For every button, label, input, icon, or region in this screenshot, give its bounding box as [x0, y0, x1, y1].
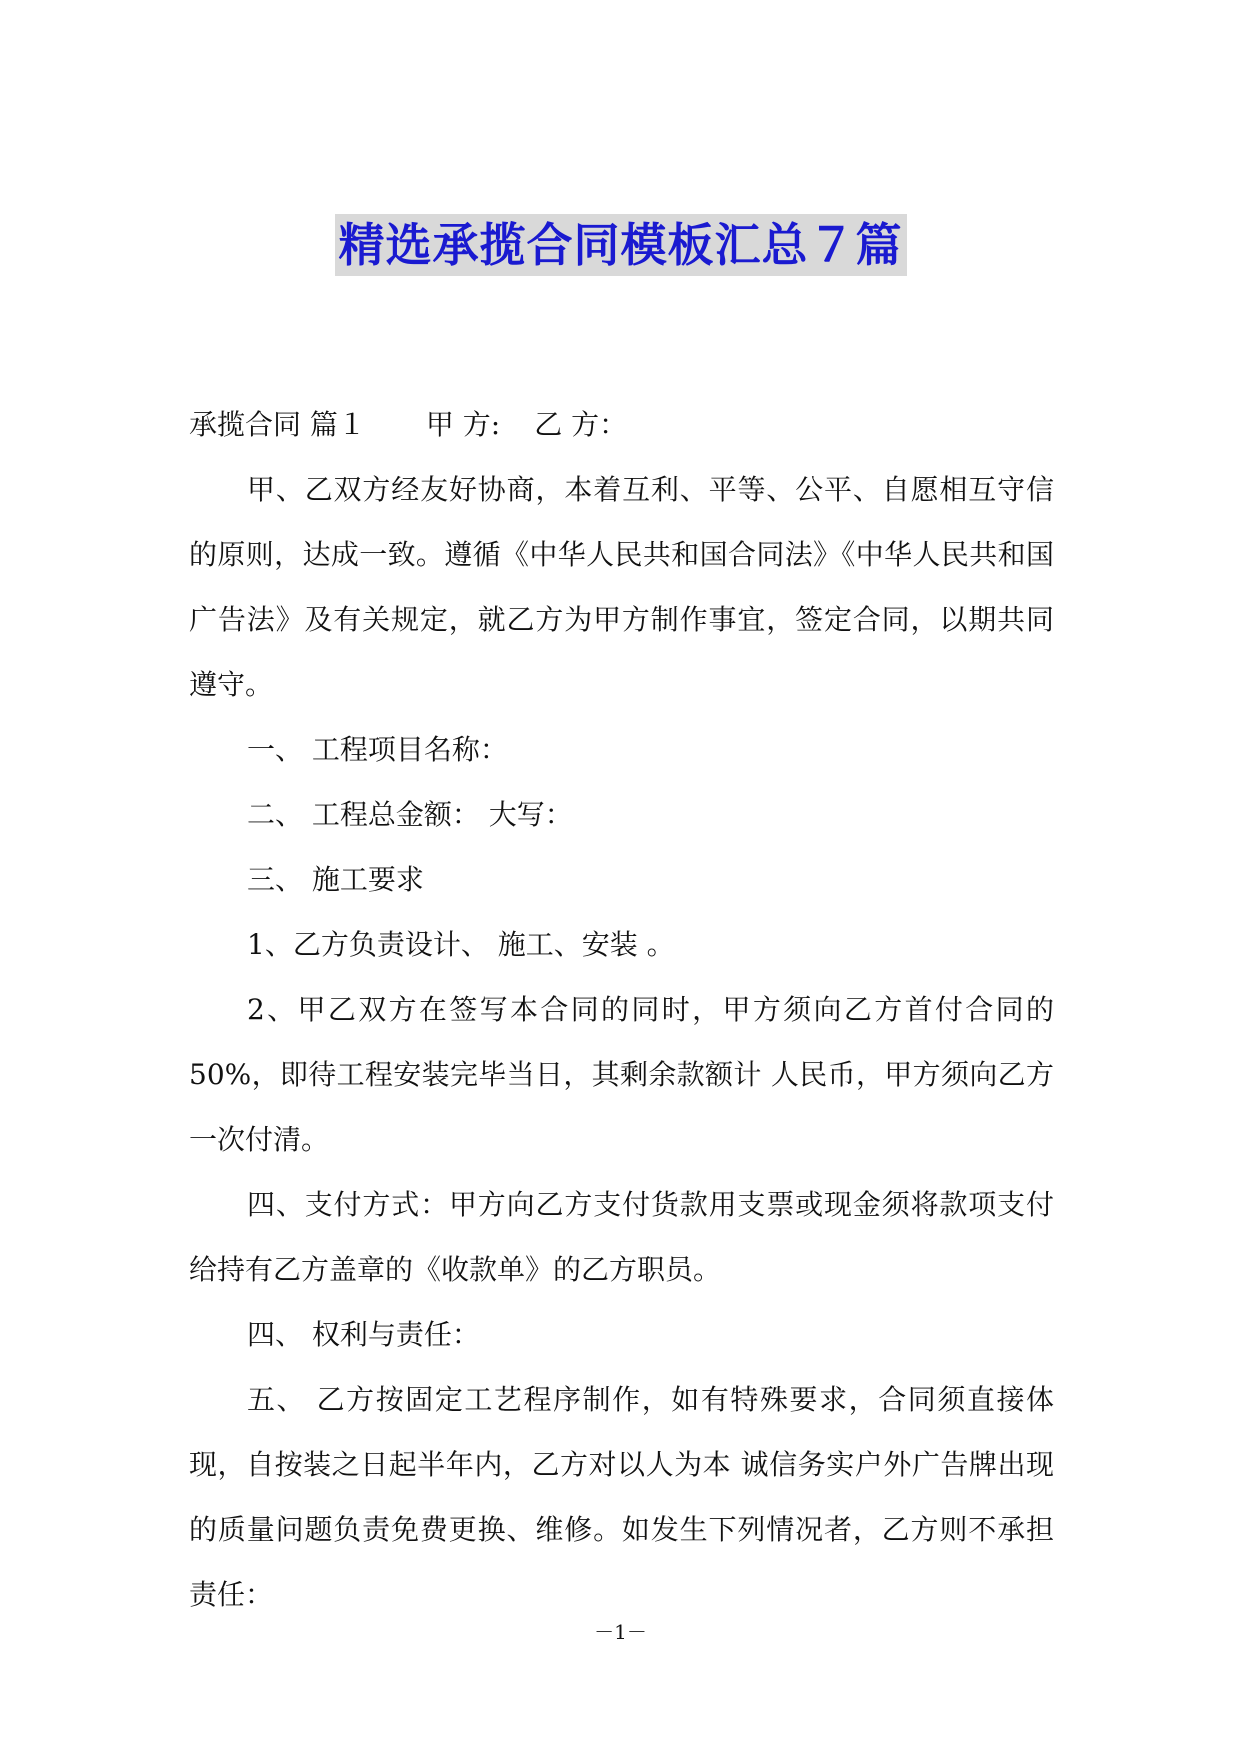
page-number: －1－ — [594, 1620, 647, 1644]
clause-rights-responsibilities: 四、 权利与责任： — [247, 1318, 480, 1351]
clause-five: 五、 乙方按固定工艺程序制作，如有特殊要求，合同须直接体现，自按装之日起半年内，乙方对以人为本 诚信务实户外广告牌出现的质量问题负责免费更换、维修。如发生下列情况者，乙方则不承担责任： — [189, 1383, 1054, 1611]
clause-total-amount: 二、 工程总金额： 大写： — [247, 798, 573, 831]
paragraph-intro: 甲、乙双方经友好协商，本着互利、平等、公平、自愿相互守信的原则，达成一致。遵循《中华人民共和国合同法》《中华人民共和国广告法》及有关规定，就乙方为甲方制作事宜，签定合同，以期共同遵守。 — [189, 473, 1054, 701]
clause-item-2: 2、甲乙双方在签写本合同的同时，甲方须向乙方首付合同的 50%，即待工程安装完毕当日，其剩余款额计 人民币，甲方须向乙方一次付清。 — [189, 993, 1054, 1156]
title-container — [0, 214, 1241, 276]
clause-item-1: 1、乙方负责设计、 施工、安装 。 — [247, 928, 675, 961]
section-label: 承揽合同 篇１ — [189, 408, 366, 441]
document-body — [189, 392, 1054, 1627]
clause-payment-method: 四、支付方式：甲方向乙方支付货款用支票或现金须将款项支付给持有乙方盖章的《收款单》的乙方职员。 — [189, 1188, 1054, 1286]
contract-header-line — [189, 392, 1054, 457]
clause-project-name: 一、 工程项目名称： — [247, 733, 508, 766]
document-title: 精选承揽合同模板汇总７篇 — [335, 214, 907, 276]
party-b-label: 乙 方： — [534, 408, 628, 441]
clause-construction-requirements: 三、 施工要求 — [247, 863, 424, 896]
party-a-label: 甲 方: — [425, 408, 501, 441]
